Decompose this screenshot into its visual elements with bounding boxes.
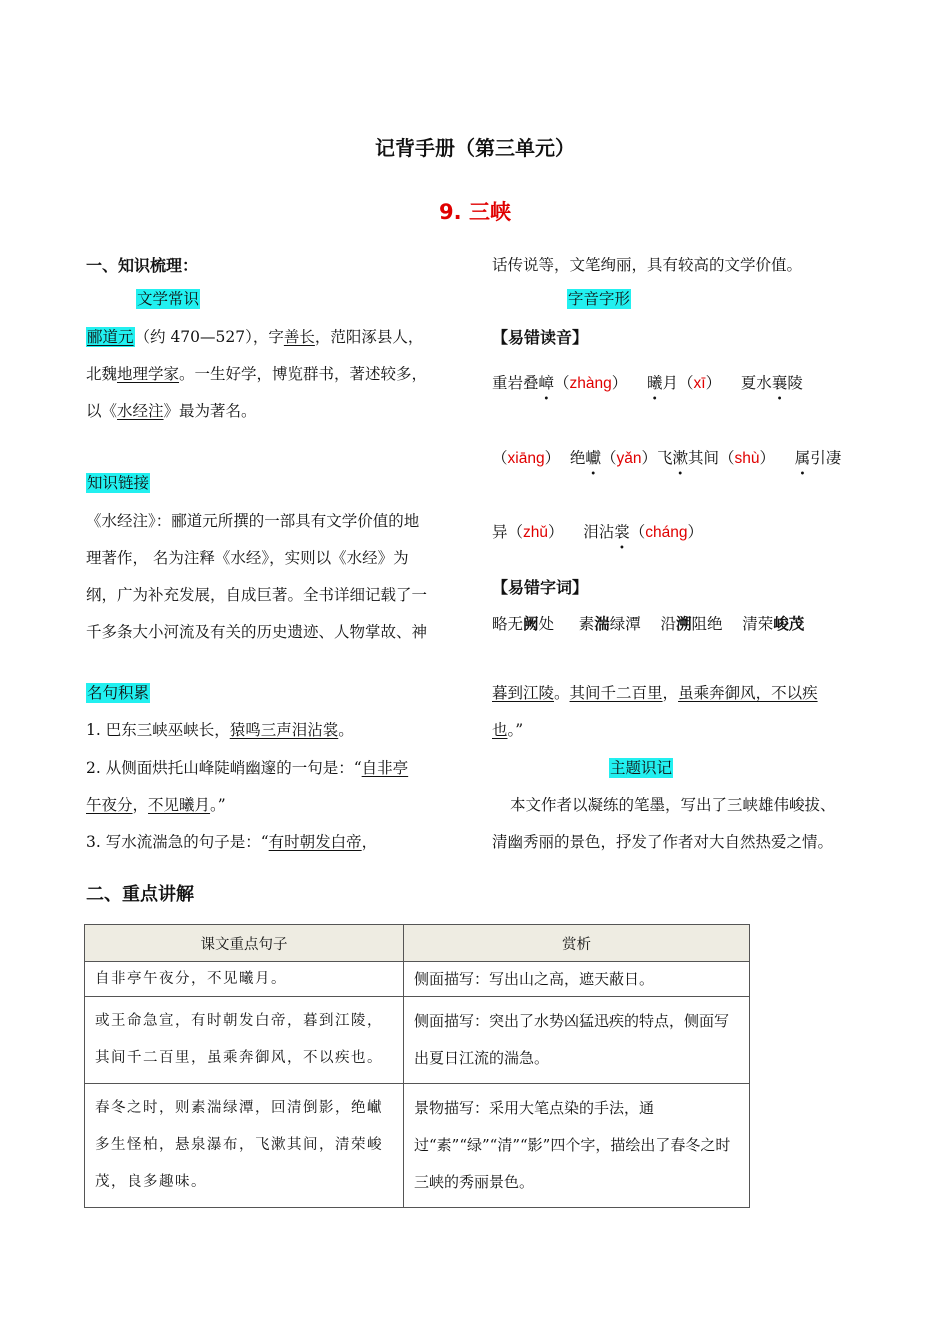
table-header-row	[85, 925, 750, 962]
table-row	[85, 997, 750, 1084]
tag-famous-lines: 名句积累	[87, 684, 150, 702]
table-cell: 景物描写：采用大笔点染的手法，通过“素”“绿”“清”“影”四个字，描绘出了春冬之时三峡的秀丽景色。	[404, 1084, 750, 1208]
section-1-heading: 一、知识梳理：	[86, 256, 199, 275]
table-cell: 或王命急宣，有时朝发白帝，暮到江陵，其间千二百里，虽乘奔御风，不以疾也。	[85, 997, 404, 1084]
table-cell: 春冬之时，则素湍绿潭，回清倒影，绝𪩘多生怪柏，悬泉瀑布，飞漱其间，清荣峻茂，良多趣味。	[85, 1084, 404, 1208]
famous-line-2: 2. 从侧面烘托山峰陡峭幽邃的一句是：“自非亭	[86, 759, 409, 777]
table-header: 赏析	[404, 925, 750, 962]
theme-line-2: 清幽秀丽的景色，抒发了作者对大自然热爱之情。	[492, 833, 834, 851]
knowledge-line-2: 理著作， 名为注释《水经》，实则以《水经》为	[86, 549, 409, 567]
right-continuation: 话传说等，文笔绚丽，具有较高的文学价值。	[492, 256, 803, 274]
table-row	[85, 962, 750, 997]
knowledge-line-3: 纲，广为补充发展，自成巨著。全书详细记载了一	[86, 586, 428, 604]
table-cell: 自非亭午夜分，不见曦月。	[85, 962, 404, 997]
famous-line-4: 3. 写水流湍急的句子是：“有时朝发白帝，	[86, 833, 378, 851]
lesson-title: 9. 三峡	[439, 200, 511, 224]
page-title: 记背手册（第三单元）	[375, 136, 575, 160]
pronunciation-label: 【易错读音】	[492, 328, 589, 347]
continued-quote-1: 暮到江陵。其间千二百里，虽乘奔御风，不以疾	[492, 684, 818, 702]
tag-knowledge-link: 知识链接	[87, 474, 150, 492]
section-2-heading: 二、重点讲解	[86, 884, 194, 905]
continued-quote-2: 也。”	[492, 721, 524, 739]
pronunciation-line-1: 重岩叠嶂（zhàng） 曦月（xī） 夏水襄陵	[492, 374, 803, 392]
author-line-2: 北魏地理学家。一生好学，博览群书，著述较多，	[86, 365, 428, 383]
pronunciation-line-3: 异（zhǔ） 泪沾裳（cháng）	[492, 523, 704, 541]
table-header: 课文重点句子	[85, 925, 404, 962]
tag-theme: 主题识记	[610, 759, 673, 777]
famous-line-1: 1. 巴东三峡巫峡长，猿鸣三声泪沾裳。	[86, 721, 354, 739]
tag-pronunciation: 字音字形	[568, 290, 631, 308]
pronunciation-line-2: （xiāng） 绝巘（yǎn）飞漱其间（shù） 属引凄	[492, 449, 842, 467]
table-row	[85, 1084, 750, 1208]
wrong-words-label: 【易错字词】	[492, 578, 589, 597]
theme-line-1: 本文作者以凝练的笔墨，写出了三峡雄伟峻拔、	[510, 796, 836, 814]
table-cell: 侧面描写：写出山之高，遮天蔽日。	[404, 962, 750, 997]
key-points-table	[84, 924, 750, 1208]
table-cell: 侧面描写：突出了水势凶猛迅疾的特点，侧面写出夏日江流的湍急。	[404, 997, 750, 1084]
knowledge-line-4: 千多条大小河流及有关的历史遗迹、人物掌故、神	[86, 623, 428, 641]
famous-line-3: 午夜分，不见曦月。”	[86, 796, 226, 814]
author-line-1: 郦道元（约 470—527），字善长，范阳涿县人，	[87, 328, 424, 346]
knowledge-line-1: 《水经注》：郦道元所撰的一部具有文学价值的地	[86, 512, 420, 530]
wrong-words-line: 略无阙处 素湍绿潭 沿溯阻绝 清荣峻茂	[492, 614, 805, 633]
author-line-3: 以《水经注》最为著名。	[86, 402, 257, 420]
tag-literature: 文学常识	[137, 290, 200, 308]
